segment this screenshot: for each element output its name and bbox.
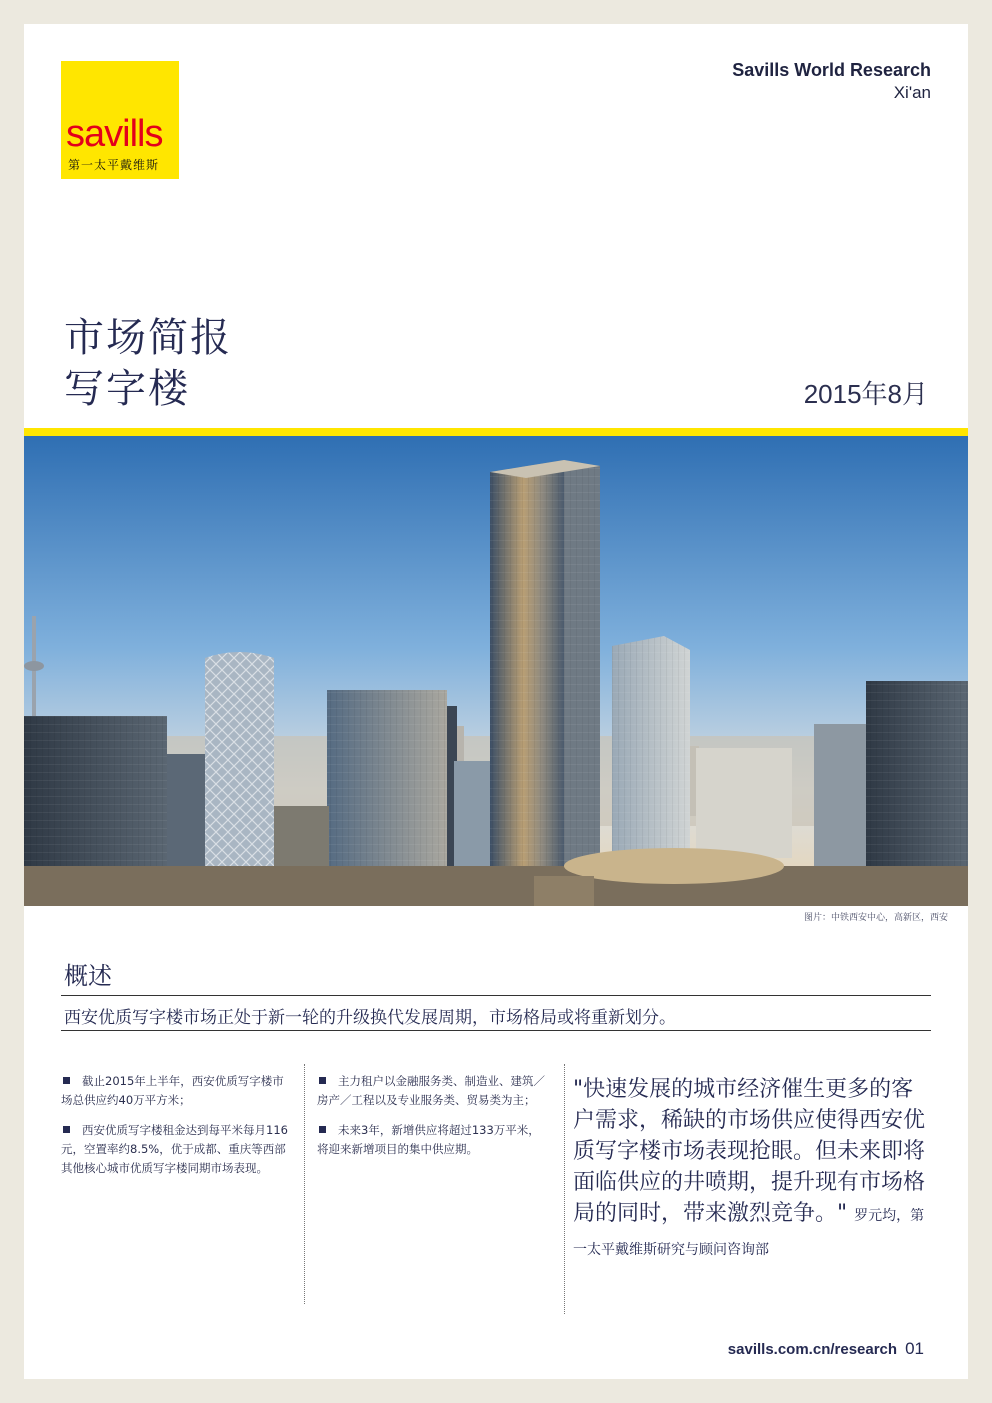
column-separator [564,1064,565,1314]
savills-logo [61,61,179,179]
quote-attribution: 罗元均，第一太平戴维斯研究与顾问咨询部 [573,1208,925,1258]
divider-line [61,1030,931,1031]
pull-quote [573,1074,933,1266]
quote-text: "快速发展的城市经济催生更多的客户需求，稀缺的市场供应使得西安优质写字楼市场表现抢眼。但未来即将面临供应的井喷期，提升现有市场格局的同时，带来激烈竞争。" [573,1077,926,1226]
square-bullet-icon [319,1077,326,1084]
brand-city: Xi'an [893,83,931,102]
report-title: 市场简报 [64,315,232,361]
footer-url[interactable]: savills.com.cn/research [727,1341,898,1358]
bullet-item: 西安优质写字楼租金达到每平米每月116元，空置率约8.5%，优于成都、重庆等西部其他核心城市优质写字楼同期市场表现。 [61,1123,288,1175]
logo-subtitle: 第一太平戴维斯 [68,158,160,172]
brand-block [732,60,931,103]
report-subtitle: 写字楼 [64,366,190,412]
square-bullet-icon [63,1077,70,1084]
page-footer [728,1339,924,1359]
report-date: 2015年8月 [803,379,928,409]
bullet-item: 截止2015年上半年，西安优质写字楼市场总供应约40万平方米； [61,1074,284,1107]
bullet-item: 主力租户以金融服务类、制造业、建筑／房产／工程以及专业服务类、贸易类为主； [317,1074,545,1107]
image-caption: 图片：中铁西安中心，高新区，西安 [803,913,948,923]
bullet-column-1 [61,1072,293,1189]
bullet-column-2 [317,1072,549,1170]
page-number: 01 [905,1339,924,1358]
bullet-item: 未来3年，新增供应将超过133万平米，将迎来新增项目的集中供应期。 [317,1123,540,1156]
column-separator [304,1064,305,1304]
brand-title: Savills World Research [732,60,931,80]
square-bullet-icon [319,1126,326,1133]
divider-line [61,995,931,996]
yellow-divider [24,428,968,436]
overview-lede: 西安优质写字楼市场正处于新一轮的升级换代发展周期，市场格局或将重新划分。 [64,1008,676,1028]
square-bullet-icon [63,1126,70,1133]
overview-heading: 概述 [64,962,112,990]
report-page [24,24,968,1379]
hero-image [24,436,968,906]
logo-wordmark: savills [66,113,163,155]
